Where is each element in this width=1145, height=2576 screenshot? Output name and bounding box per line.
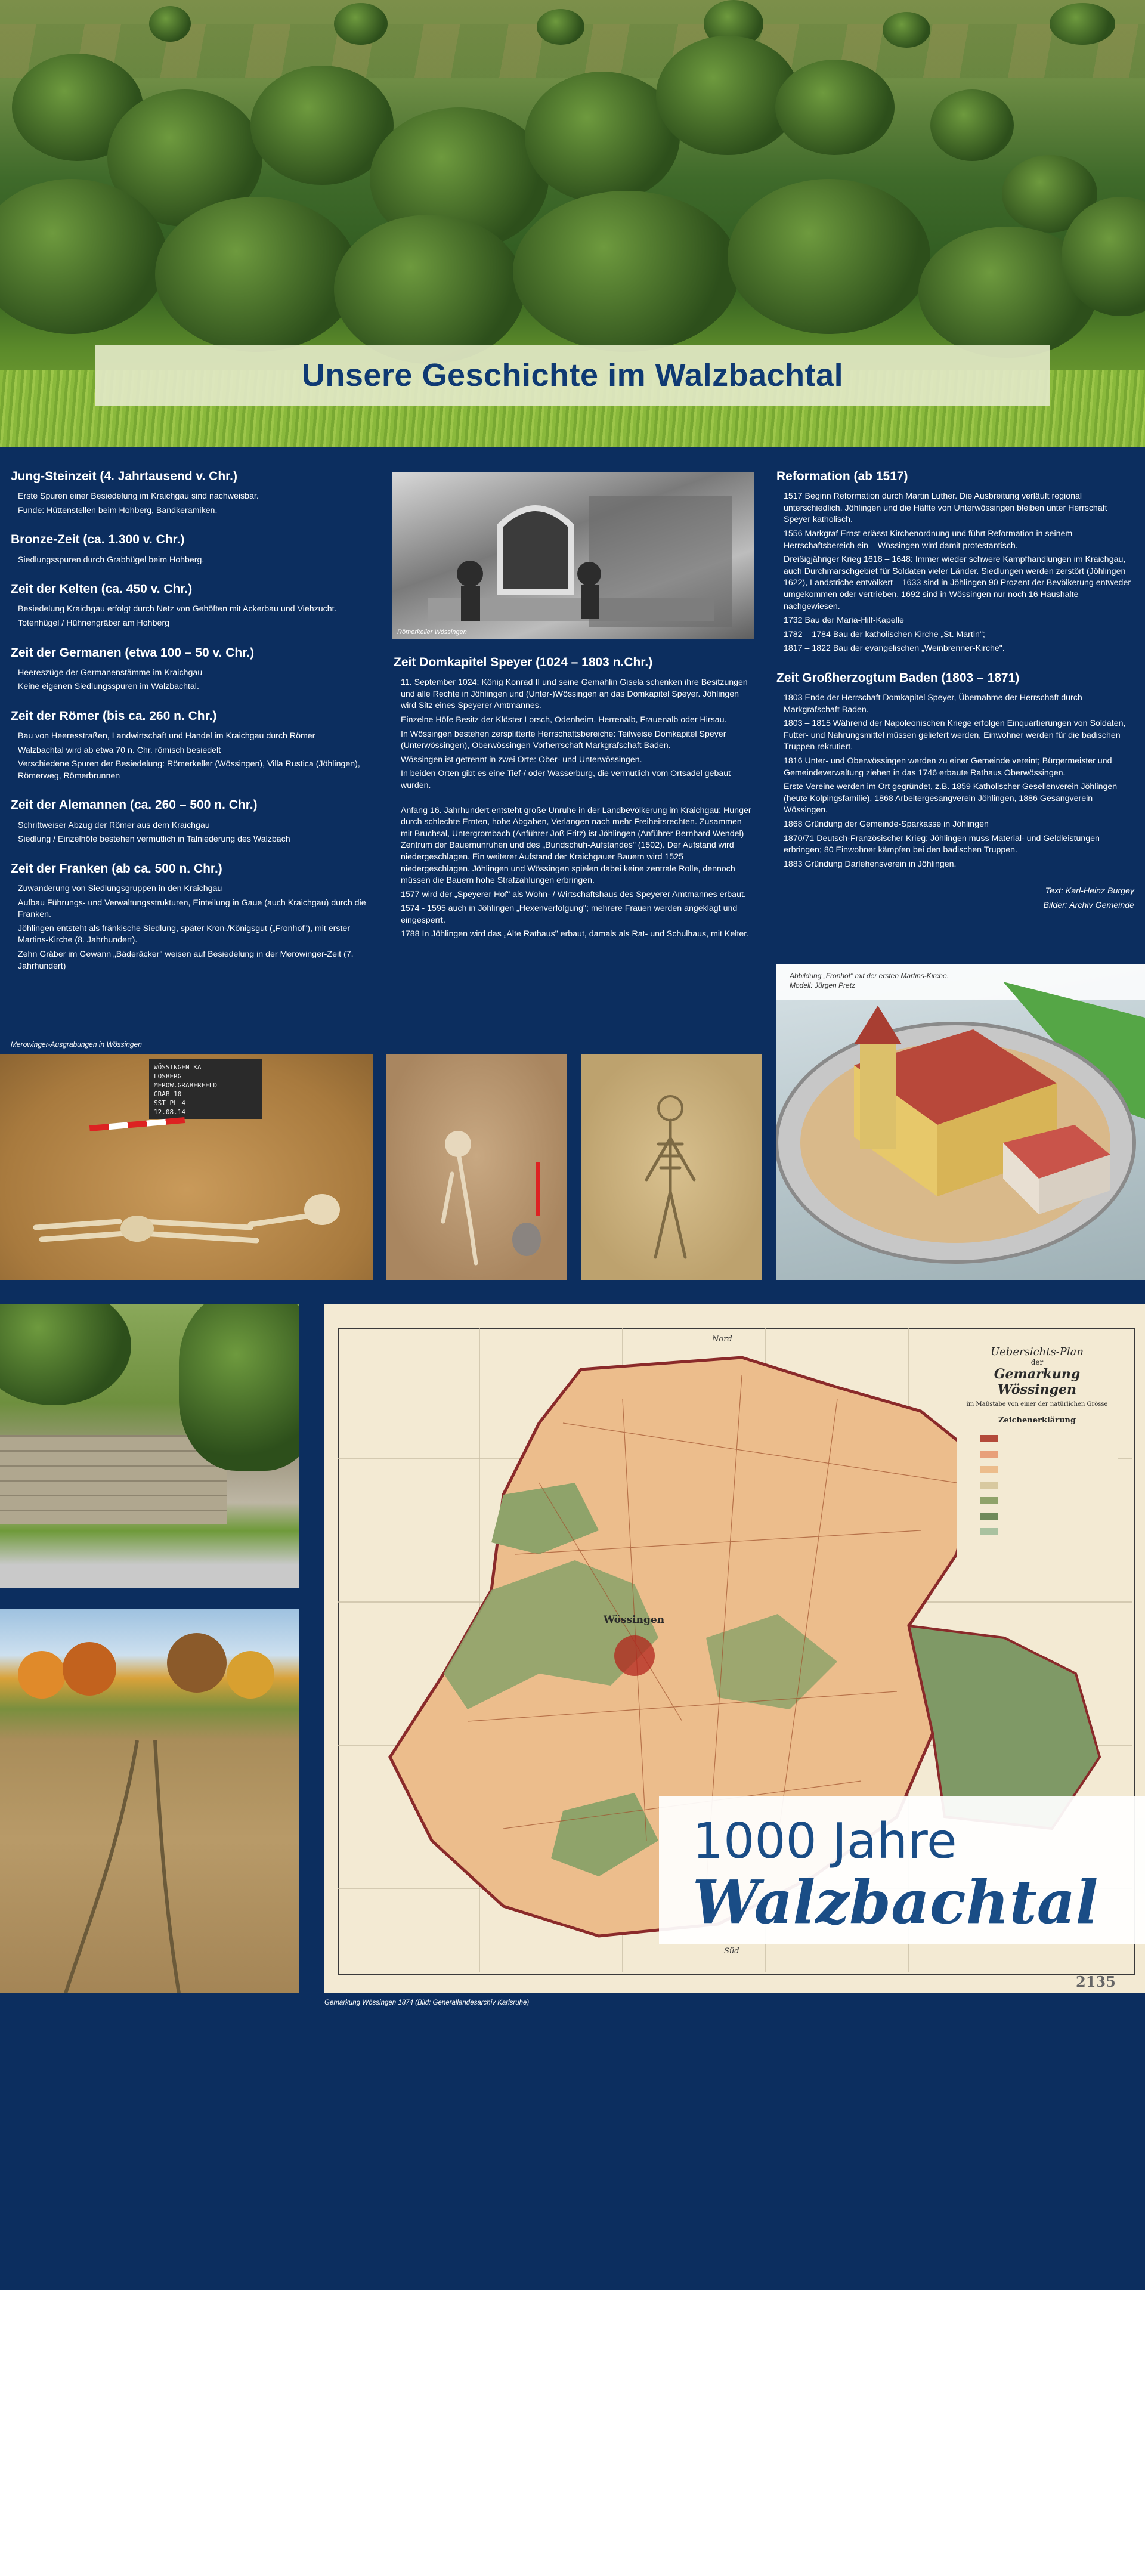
- map-sheet-number: 2135: [1076, 1973, 1116, 1990]
- section-heading: Zeit der Römer (bis ca. 260 n. Chr.): [11, 709, 217, 723]
- grave-sign-line: 12.08.14: [154, 1108, 185, 1116]
- section-heading: Zeit der Germanen (etwa 100 – 50 v. Chr.): [11, 645, 255, 660]
- section-line: Schrittweiser Abzug der Römer aus dem Kraichgau: [18, 820, 210, 830]
- left-column: [11, 469, 375, 988]
- section-heading: Jung-Steinzeit (4. Jahrtausend v. Chr.): [11, 469, 238, 483]
- page-title: Unsere Geschichte im Walzbachtal: [301, 357, 844, 393]
- section-line: 1732 Bau der Maria-Hilf-Kapelle: [784, 616, 904, 626]
- section-line: Einzelne Höfe Besitz der Klöster Lorsch, Odenheim, Herrenalb, Frauenalb oder Hirsau.: [401, 715, 727, 725]
- section-heading: Zeit Großherzogtum Baden (1803 – 1871): [776, 670, 1020, 685]
- section-line: Funde: Hüttenstellen beim Hohberg, Bandkeramiken.: [18, 505, 218, 515]
- section-heading: Zeit der Alemannen (ca. 260 – 500 n. Chr.): [11, 798, 258, 812]
- middle-column: [394, 655, 754, 943]
- grave-sign-line: MEROW.GRABERFELD: [154, 1081, 217, 1089]
- section-line: 1817 – 1822 Bau der evangelischen „Weinbrenner-Kirche".: [784, 644, 1005, 654]
- map-village-label: Wössingen: [604, 1614, 665, 1626]
- section-line: In Wössingen bestehen zersplitterte Herrschaftsbereiche: Teilweise Domkapitel Speyer (Unterwössingen), Oberwössingen Vorherrschaft Markgrafschaft Baden.: [401, 729, 726, 751]
- section-line: 1782 – 1784 Bau der katholischen Kirche „St. Martin";: [784, 629, 985, 639]
- right-column: [776, 469, 1134, 914]
- section-line: Siedlungsspuren durch Grabhügel beim Hohberg.: [18, 555, 205, 565]
- timeline-section: [11, 645, 375, 693]
- section-line: Besiedelung Kraichgau erfolgt durch Netz von Gehöften mit Ackerbau und Viehzucht.: [18, 604, 337, 614]
- credit-images: Bilder: Archiv Gemeinde: [1043, 901, 1134, 910]
- map-north-label: Nord: [712, 1335, 732, 1344]
- anniversary-line-2: Walzbachtal: [692, 1867, 1098, 1937]
- grave-sign-line: GRAB 10: [154, 1090, 182, 1098]
- section-line: Dreißigjähriger Krieg 1618 – 1648: Immer wieder schwere Kampfhandlungen im Kraichgau, auch Durchmarschgebiet für Soldaten vieler Länder. Siedlungen werden zerstört (Jöhlingen 1622), Landstriche entvölkert – 1633 sind in Jöhlingen 90 Prozent der Bevölkerung entweder umgekommen oder vertrieben. 1692 sind in Wössingen nur noch 16 Haushalte nachgewiesen.: [784, 555, 1131, 611]
- section-line: Jöhlingen entsteht als fränkische Siedlung, später Kron-/Königsgut („Fronhof"), mit erster Martins-Kirche (8. Jahrhundert).: [18, 923, 351, 945]
- section-line: Erste Vereine werden im Ort gegründet, z.B. 1859 Katholischer Gesellenverein Jöhlingen (heute Kolpingsfamilie), 1868 Arbeitergesangverein Jöhlingen, 1886 Gesangverein Wössingen.: [784, 782, 1118, 815]
- timeline-section: [11, 797, 375, 845]
- section-line: 1577 wird der „Speyerer Hof" als Wohn- / Wirtschaftshaus des Speyerer Amtmannes erbaut.: [401, 889, 746, 899]
- map-title-main: Gemarkung Wössingen: [994, 1366, 1081, 1397]
- grave-photo-1: [0, 1054, 373, 1280]
- section-line: Aufbau Führungs- und Verwaltungsstrukturen, Einteilung in Gaue (auch Kraichgau) durch die Franken.: [18, 898, 366, 920]
- section-line: Erste Spuren einer Besiedelung im Kraichgau sind nachweisbar.: [18, 491, 259, 502]
- section-heading: Zeit der Kelten (ca. 450 v. Chr.): [11, 582, 193, 596]
- section-line: Zuwanderung von Siedlungsgruppen in den Kraichgau: [18, 884, 222, 894]
- model-caption-line: Abbildung „Fronhof" mit der ersten Martins-Kirche.: [790, 972, 949, 980]
- timeline-section: [11, 582, 375, 629]
- map-title-detail: im Maßstabe von einer der natürlichen Grösse: [966, 1401, 1108, 1408]
- section-line: 11. September 1024: König Konrad II und seine Gemahlin Gisela schenken ihre Besitzungen und alle Rechte in Jöhlingen und (Unter-)Wössingen an das Domkapitel Speyer. Jöhlingen wird Sitz eines Speyerer Amtmannes.: [401, 678, 748, 711]
- section-heading: Zeit der Franken (ab ca. 500 n. Chr.): [11, 861, 222, 876]
- map-caption: Gemarkung Wössingen 1874 (Bild: Generallandesarchiv Karlsruhe): [324, 1999, 530, 2006]
- grave-photo-3: [581, 1054, 762, 1280]
- section-line: In beiden Orten gibt es eine Tief-/ oder Wasserburg, die vermutlich vom Ortsadel gebaut wurden.: [401, 769, 731, 790]
- merowinger-caption: Merowinger-Ausgrabungen in Wössingen: [11, 1040, 142, 1049]
- roemerkeller-caption: Römerkeller Wössingen: [397, 629, 467, 636]
- section-line: 1868 Gründung der Gemeinde-Sparkasse in Jöhlingen: [784, 820, 989, 830]
- section-line: 1816 Unter- und Oberwössingen werden zu einer Gemeinde vereint; Bürgermeister und Gemeindeverwaltung ziehen in das 1746 erbaute Rathaus Oberwössingen.: [784, 756, 1112, 778]
- section-line: 1517 Beginn Reformation durch Martin Luther. Die Ausbreitung verläuft regional unterschiedlich. Jöhlingen und die Hälfte von Unterwössingen bleiben unter Herrschaft Speyer katholisch.: [784, 491, 1107, 525]
- section-line: 1574 - 1595 auch in Jöhlingen „Hexenverfolgung"; mehrere Frauen werden angeklagt und eingesperrt.: [401, 904, 738, 925]
- timeline-section: [11, 469, 375, 517]
- map-title-small: Uebersichts-Plan: [990, 1346, 1084, 1358]
- anniversary-line-1: 1000 Jahre: [692, 1813, 957, 1870]
- section-line: Walzbachtal wird ab etwa 70 n. Chr. römisch besiedelt: [18, 745, 221, 755]
- map-title-sub: der: [1030, 1358, 1044, 1366]
- grave-sign-line: WÖSSINGEN KA: [154, 1063, 202, 1071]
- section-line: Anfang 16. Jahrhundert entsteht große Unruhe in der Landbevölkerung im Kraichgau: Hunger durch schlechte Ernten, hohe Abgaben, Verlangen nach mehr Freiheitsrechten. Zusammen mit Bruchsal, Untergrombach (Anführer Joß Fritz) ist Jöhlingen (Anführer Bernhard Wendel) Zentrum der Bauernunruhen und des „Bundschuh-Aufstandes" (1502). Der Aufstand wird niedergeschlagen. Ein weiterer Aufstand der Kraichgauer Bauern wird 1525 niedergeschlagen. Jöhlingen und Wössingen spielen dabei keine zentrale Rolle, dennoch müssen die Bauern hohe Strafzahlungen erbringen.: [401, 805, 751, 886]
- section-heading: Zeit Domkapitel Speyer (1024 – 1803 n.Chr.): [394, 655, 653, 669]
- model-caption-line: Modell: Jürgen Pretz: [790, 981, 856, 989]
- timeline-section: [11, 709, 375, 783]
- grave-sign-line: SST PL 4: [154, 1099, 185, 1107]
- grave-sign-line: LOSBERG: [154, 1072, 182, 1080]
- anniversary-banner: [659, 1796, 1145, 1944]
- section-line: Zehn Gräber im Gewann „Bäderäcker" weisen auf Besiedelung in der Merowinger-Zeit (7. Jahrhundert): [18, 950, 354, 971]
- timeline-section: [11, 532, 375, 566]
- map-south-label: Süd: [724, 1947, 739, 1956]
- section-line: Bau von Heeresstraßen, Landwirtschaft und Handel im Kraichgau durch Römer: [18, 731, 315, 741]
- map-legend-title: Zeichenerklärung: [998, 1416, 1076, 1425]
- section-line: 1803 Ende der Herrschaft Domkapitel Speyer, Übernahme der Herrschaft durch Markgrafschaft Baden.: [784, 693, 1082, 715]
- section-line: 1883 Gründung Darlehensverein in Jöhlingen.: [784, 859, 957, 869]
- fronhof-model-photo: [776, 964, 1145, 1280]
- section-heading: Bronze-Zeit (ca. 1.300 v. Chr.): [11, 533, 185, 547]
- title-box: [95, 345, 1050, 406]
- section-line: Siedlung / Einzelhöfe bestehen vermutlich in Talniederung des Walzbach: [18, 834, 290, 845]
- field-photo: [0, 1609, 299, 1993]
- section-line: 1788 In Jöhlingen wird das „Alte Rathaus" erbaut, damals als Rat- und Schulhaus, mit Kelter.: [401, 929, 749, 939]
- section-line: Wössingen ist getrennt in zwei Orte: Ober- und Unterwössingen.: [401, 754, 642, 765]
- timeline-section: [11, 861, 375, 972]
- roemerkeller-photo: [392, 472, 754, 639]
- section-line: 1556 Markgraf Ernst erlässt Kirchenordnung und führt Reformation in seinem Herrschaftsbereich ein – Wössingen wird damit protestantisch.: [784, 528, 1073, 551]
- section-line: Verschiedene Spuren der Besiedelung: Römerkeller (Wössingen), Villa Rustica (Jöhlingen), Römerweg, Römerbrunnen: [18, 759, 360, 781]
- section-line: 1803 – 1815 Während der Napoleonischen Kriege erfolgen Einquartierungen von Soldaten, Futter- und Nahrungsmittel müssen geliefert werden, Einwohner werden für die badischen Truppen rekrutiert.: [784, 719, 1126, 752]
- timeline-section: [776, 670, 1134, 871]
- map-title-block: [957, 1346, 1118, 1425]
- section-heading: Reformation (ab 1517): [776, 469, 908, 483]
- wall-photo: [0, 1304, 299, 1588]
- grave-photo-2: [386, 1054, 567, 1280]
- credit-text: Text: Karl-Heinz Burgey: [1045, 886, 1134, 896]
- section-line: Heereszüge der Germanenstämme im Kraichgau: [18, 667, 203, 678]
- section-line: Keine eigenen Siedlungsspuren im Walzbachtal.: [18, 682, 199, 692]
- hero-landscape-photo: [0, 0, 1145, 447]
- section-line: Totenhügel / Hühnengräber am Hohberg: [18, 618, 169, 628]
- section-line: 1870/71 Deutsch-Französischer Krieg: Jöhlingen muss Material- und Geldleistungen erbringen; 80 Einwohner kämpfen bei den badischen Truppen.: [784, 833, 1100, 855]
- timeline-section: [776, 469, 1134, 655]
